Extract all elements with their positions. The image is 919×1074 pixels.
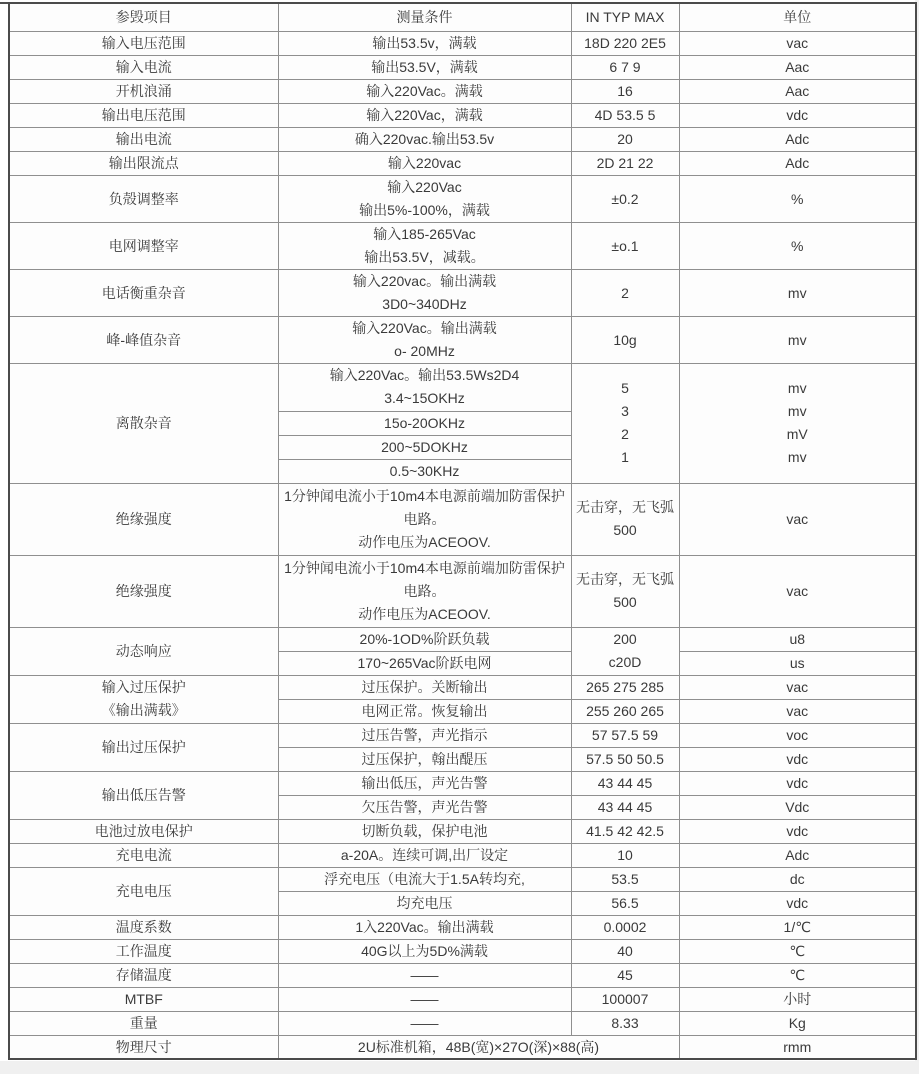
unit-line: mv	[787, 380, 807, 396]
cell-unit: Aac	[679, 79, 916, 103]
table-row	[9, 1011, 916, 1035]
header-param: 参毁项目	[9, 3, 278, 31]
cell-param: 输出电流	[9, 127, 278, 151]
cell-unit: %	[679, 175, 916, 222]
cell-condition: 输出53.5v，满载	[278, 31, 571, 55]
cell-condition: 输入220Vac，满载	[278, 103, 571, 127]
table-row	[9, 222, 916, 269]
cell-condition: 确入220vac.输出53.5v	[278, 127, 571, 151]
condition-line: 3.4~15OKHz	[384, 390, 465, 406]
cell-param: 负殻调整率	[9, 175, 278, 222]
condition-line: 电路。	[403, 510, 446, 527]
cell-condition: 40G以上为5D%满载	[278, 939, 571, 963]
cell-condition: 1入220Vac。输出满载	[278, 915, 571, 939]
cell-unit: vac	[679, 31, 916, 55]
value-line: 无击穿，无飞弧	[576, 571, 674, 587]
bottom-gutter	[0, 1061, 919, 1074]
cell-value: 4D 53.5 5	[571, 103, 679, 127]
table-row	[9, 363, 916, 411]
cell-unit: vac	[679, 675, 916, 699]
condition-line: 输入220Vac	[387, 178, 462, 195]
unit-line: mV	[786, 426, 808, 442]
cell-unit: vdc	[679, 771, 916, 795]
cell-param: 离散杂音	[9, 363, 278, 483]
table-row	[9, 963, 916, 987]
cell-unit: ℃	[679, 963, 916, 987]
cell-value: ±0.2	[571, 175, 679, 222]
cell-value: 45	[571, 963, 679, 987]
cell-condition	[278, 363, 571, 411]
cell-condition: 输出低压，声光告警	[278, 771, 571, 795]
table-row	[9, 939, 916, 963]
cell-param: 电话衡重杂音	[9, 269, 278, 316]
table-row	[9, 723, 916, 747]
header-values: IN TYP MAX	[571, 3, 679, 31]
table-row	[9, 103, 916, 127]
cell-condition: 输入220Vac。满载	[278, 79, 571, 103]
value-line: 无击穿，无飞弧	[576, 499, 674, 515]
cell-value: 6 7 9	[571, 55, 679, 79]
cell-unit: mv	[679, 269, 916, 316]
cell-value: 41.5 42 42.5	[571, 819, 679, 843]
cell-value: 100007	[571, 987, 679, 1011]
condition-line: 输入185-265Vac	[373, 225, 476, 242]
table-row	[9, 675, 916, 699]
table-row	[9, 269, 916, 316]
cell-value: 16	[571, 79, 679, 103]
cell-units	[679, 363, 916, 483]
cell-unit: Adc	[679, 127, 916, 151]
condition-line: o- 20MHz	[394, 342, 455, 359]
condition-line: 1分钟闻电流小于10m4本电源前端加防雷保护	[284, 559, 565, 576]
cell-unit: Adc	[679, 151, 916, 175]
value-line: 5	[621, 380, 629, 396]
cell-value: 57.5 50 50.5	[571, 747, 679, 771]
cell-param: 电池过放电保护	[9, 819, 278, 843]
cell-unit: vac	[679, 555, 916, 627]
table-row	[9, 127, 916, 151]
cell-unit: 1/℃	[679, 915, 916, 939]
unit-line: mv	[787, 403, 807, 419]
cell-condition: 均充电压	[278, 891, 571, 915]
table-row	[9, 55, 916, 79]
cell-param: 输出电压范围	[9, 103, 278, 127]
cell-param: 绝缘强度	[9, 555, 278, 627]
cell-value: 0.0002	[571, 915, 679, 939]
table-row	[9, 771, 916, 795]
cell-param: 峰-峰值杂音	[9, 316, 278, 363]
table-row	[9, 1035, 916, 1059]
cell-values	[571, 363, 679, 483]
table-row	[9, 483, 916, 555]
value-line: 1	[621, 449, 629, 465]
cell-condition: ——	[278, 963, 571, 987]
cell-unit: vdc	[679, 747, 916, 771]
cell-condition: 过压保护。关断输出	[278, 675, 571, 699]
condition-line: 输入220Vac。输出满载	[352, 319, 497, 336]
cell-unit: vdc	[679, 103, 916, 127]
cell-unit: u8	[679, 627, 916, 651]
cell-param: 输出限流点	[9, 151, 278, 175]
table-row	[9, 819, 916, 843]
cell-param: 工作温度	[9, 939, 278, 963]
cell-condition: 15o-20OKHz	[278, 411, 571, 435]
table-row	[9, 843, 916, 867]
cell-param: 电网调整宰	[9, 222, 278, 269]
condition-line: 电路。	[403, 582, 446, 599]
cell-condition: a-20A。连续可调,出厂设定	[278, 843, 571, 867]
value-line: c20D	[608, 654, 642, 670]
cell-unit: Kg	[679, 1011, 916, 1035]
cell-value: 265 275 285	[571, 675, 679, 699]
table-row	[9, 151, 916, 175]
cell-value: 255 260 265	[571, 699, 679, 723]
value-line: 200	[613, 631, 637, 647]
condition-line: 输入220vac。输出满载	[352, 272, 497, 289]
condition-line: 3D0~340DHz	[382, 295, 467, 312]
cell-unit: Adc	[679, 843, 916, 867]
cell-param: 物理尺寸	[9, 1035, 278, 1059]
cell-value: 43 44 45	[571, 771, 679, 795]
cell-value	[571, 483, 679, 555]
table-row	[9, 915, 916, 939]
cell-condition: 过压保护，翰出醍压	[278, 747, 571, 771]
cell-unit: vac	[679, 483, 916, 555]
unit-line: mv	[787, 449, 807, 465]
cell-condition: 0.5~30KHz	[278, 459, 571, 483]
cell-unit: vdc	[679, 891, 916, 915]
table-row	[9, 316, 916, 363]
condition-line: 动作电压为ACEOOV.	[358, 605, 491, 622]
cell-unit: voc	[679, 723, 916, 747]
cell-param: 输入电压范围	[9, 31, 278, 55]
cell-condition	[278, 269, 571, 316]
cell-condition: 切断负载，保护电池	[278, 819, 571, 843]
param-line: 输入过压保护	[101, 679, 186, 695]
condition-line: 输出5%-100%，满载	[359, 201, 490, 218]
param-line: 《输出满载》	[101, 702, 186, 718]
value-line: 500	[613, 594, 637, 610]
cell-condition	[278, 222, 571, 269]
cell-param: 充电电压	[9, 867, 278, 915]
cell-unit: 小时	[679, 987, 916, 1011]
cell-param: 重量	[9, 1011, 278, 1035]
cell-condition	[278, 316, 571, 363]
cell-value: 8.33	[571, 1011, 679, 1035]
table-row	[9, 175, 916, 222]
cell-param: 温度系数	[9, 915, 278, 939]
cell-param: 动态响应	[9, 627, 278, 675]
cell-unit: us	[679, 651, 916, 675]
cell-param: 存储温度	[9, 963, 278, 987]
cell-param: 绝缘强度	[9, 483, 278, 555]
cell-unit: mv	[679, 316, 916, 363]
header-unit: 单位	[679, 3, 916, 31]
cell-unit: rmm	[679, 1035, 916, 1059]
cell-value: 20	[571, 127, 679, 151]
cell-value: 10	[571, 843, 679, 867]
condition-line: 1分钟闻电流小于10m4本电源前端加防雷保护	[284, 487, 565, 504]
cell-value: 2	[571, 269, 679, 316]
condition-line: 输出53.5V，减载。	[364, 248, 485, 265]
cell-condition: ——	[278, 987, 571, 1011]
cell-condition	[278, 483, 571, 555]
header-condition: 测量条件	[278, 3, 571, 31]
cell-param	[9, 675, 278, 723]
cell-value: 10g	[571, 316, 679, 363]
spec-table	[8, 2, 917, 1060]
table-row	[9, 627, 916, 651]
table-row	[9, 31, 916, 55]
table-row	[9, 79, 916, 103]
cell-value: 56.5	[571, 891, 679, 915]
cell-value: 43 44 45	[571, 795, 679, 819]
cell-condition	[278, 555, 571, 627]
cell-condition: 输入220vac	[278, 151, 571, 175]
cell-condition: 2U标准机箱，48B(宽)×27O(深)×88(高)	[278, 1035, 679, 1059]
cell-unit: vdc	[679, 819, 916, 843]
cell-param: 开机浪涌	[9, 79, 278, 103]
cell-unit: %	[679, 222, 916, 269]
condition-line: 动作电压为ACEOOV.	[358, 533, 491, 550]
cell-value: 57 57.5 59	[571, 723, 679, 747]
condition-line: 输入220Vac。输出53.5Ws2D4	[329, 367, 520, 383]
cell-unit: Aac	[679, 55, 916, 79]
cell-values	[571, 627, 679, 675]
table-row	[9, 987, 916, 1011]
cell-value: 53.5	[571, 867, 679, 891]
cell-param: 充电电流	[9, 843, 278, 867]
cell-condition: 170~265Vac阶跃电网	[278, 651, 571, 675]
cell-unit: dc	[679, 867, 916, 891]
cell-value	[571, 555, 679, 627]
cell-condition: 200~5DOKHz	[278, 435, 571, 459]
cell-param: 输出低压告警	[9, 771, 278, 819]
value-line: 500	[613, 522, 637, 538]
cell-condition: 电网正常。恢复输出	[278, 699, 571, 723]
cell-condition: 20%-1OD%阶跃负载	[278, 627, 571, 651]
cell-value: 40	[571, 939, 679, 963]
table-row	[9, 555, 916, 627]
table-row	[9, 867, 916, 891]
cell-condition: 输出53.5V，满载	[278, 55, 571, 79]
cell-unit: ℃	[679, 939, 916, 963]
cell-param: 输出过压保护	[9, 723, 278, 771]
cell-value: 18D 220 2E5	[571, 31, 679, 55]
header-row	[9, 3, 916, 31]
cell-unit: vac	[679, 699, 916, 723]
cell-value: 2D 21 22	[571, 151, 679, 175]
cell-condition: 浮充电压（电流大于1.5A转均充,	[278, 867, 571, 891]
cell-param: 输入电流	[9, 55, 278, 79]
cell-value: ±o.1	[571, 222, 679, 269]
cell-param: MTBF	[9, 987, 278, 1011]
cell-unit: Vdc	[679, 795, 916, 819]
cell-condition: 过压告警，声光指示	[278, 723, 571, 747]
value-line: 3	[621, 403, 629, 419]
value-line: 2	[621, 426, 629, 442]
cell-condition	[278, 175, 571, 222]
cell-condition: 欠压告警，声光告警	[278, 795, 571, 819]
cell-condition: ——	[278, 1011, 571, 1035]
